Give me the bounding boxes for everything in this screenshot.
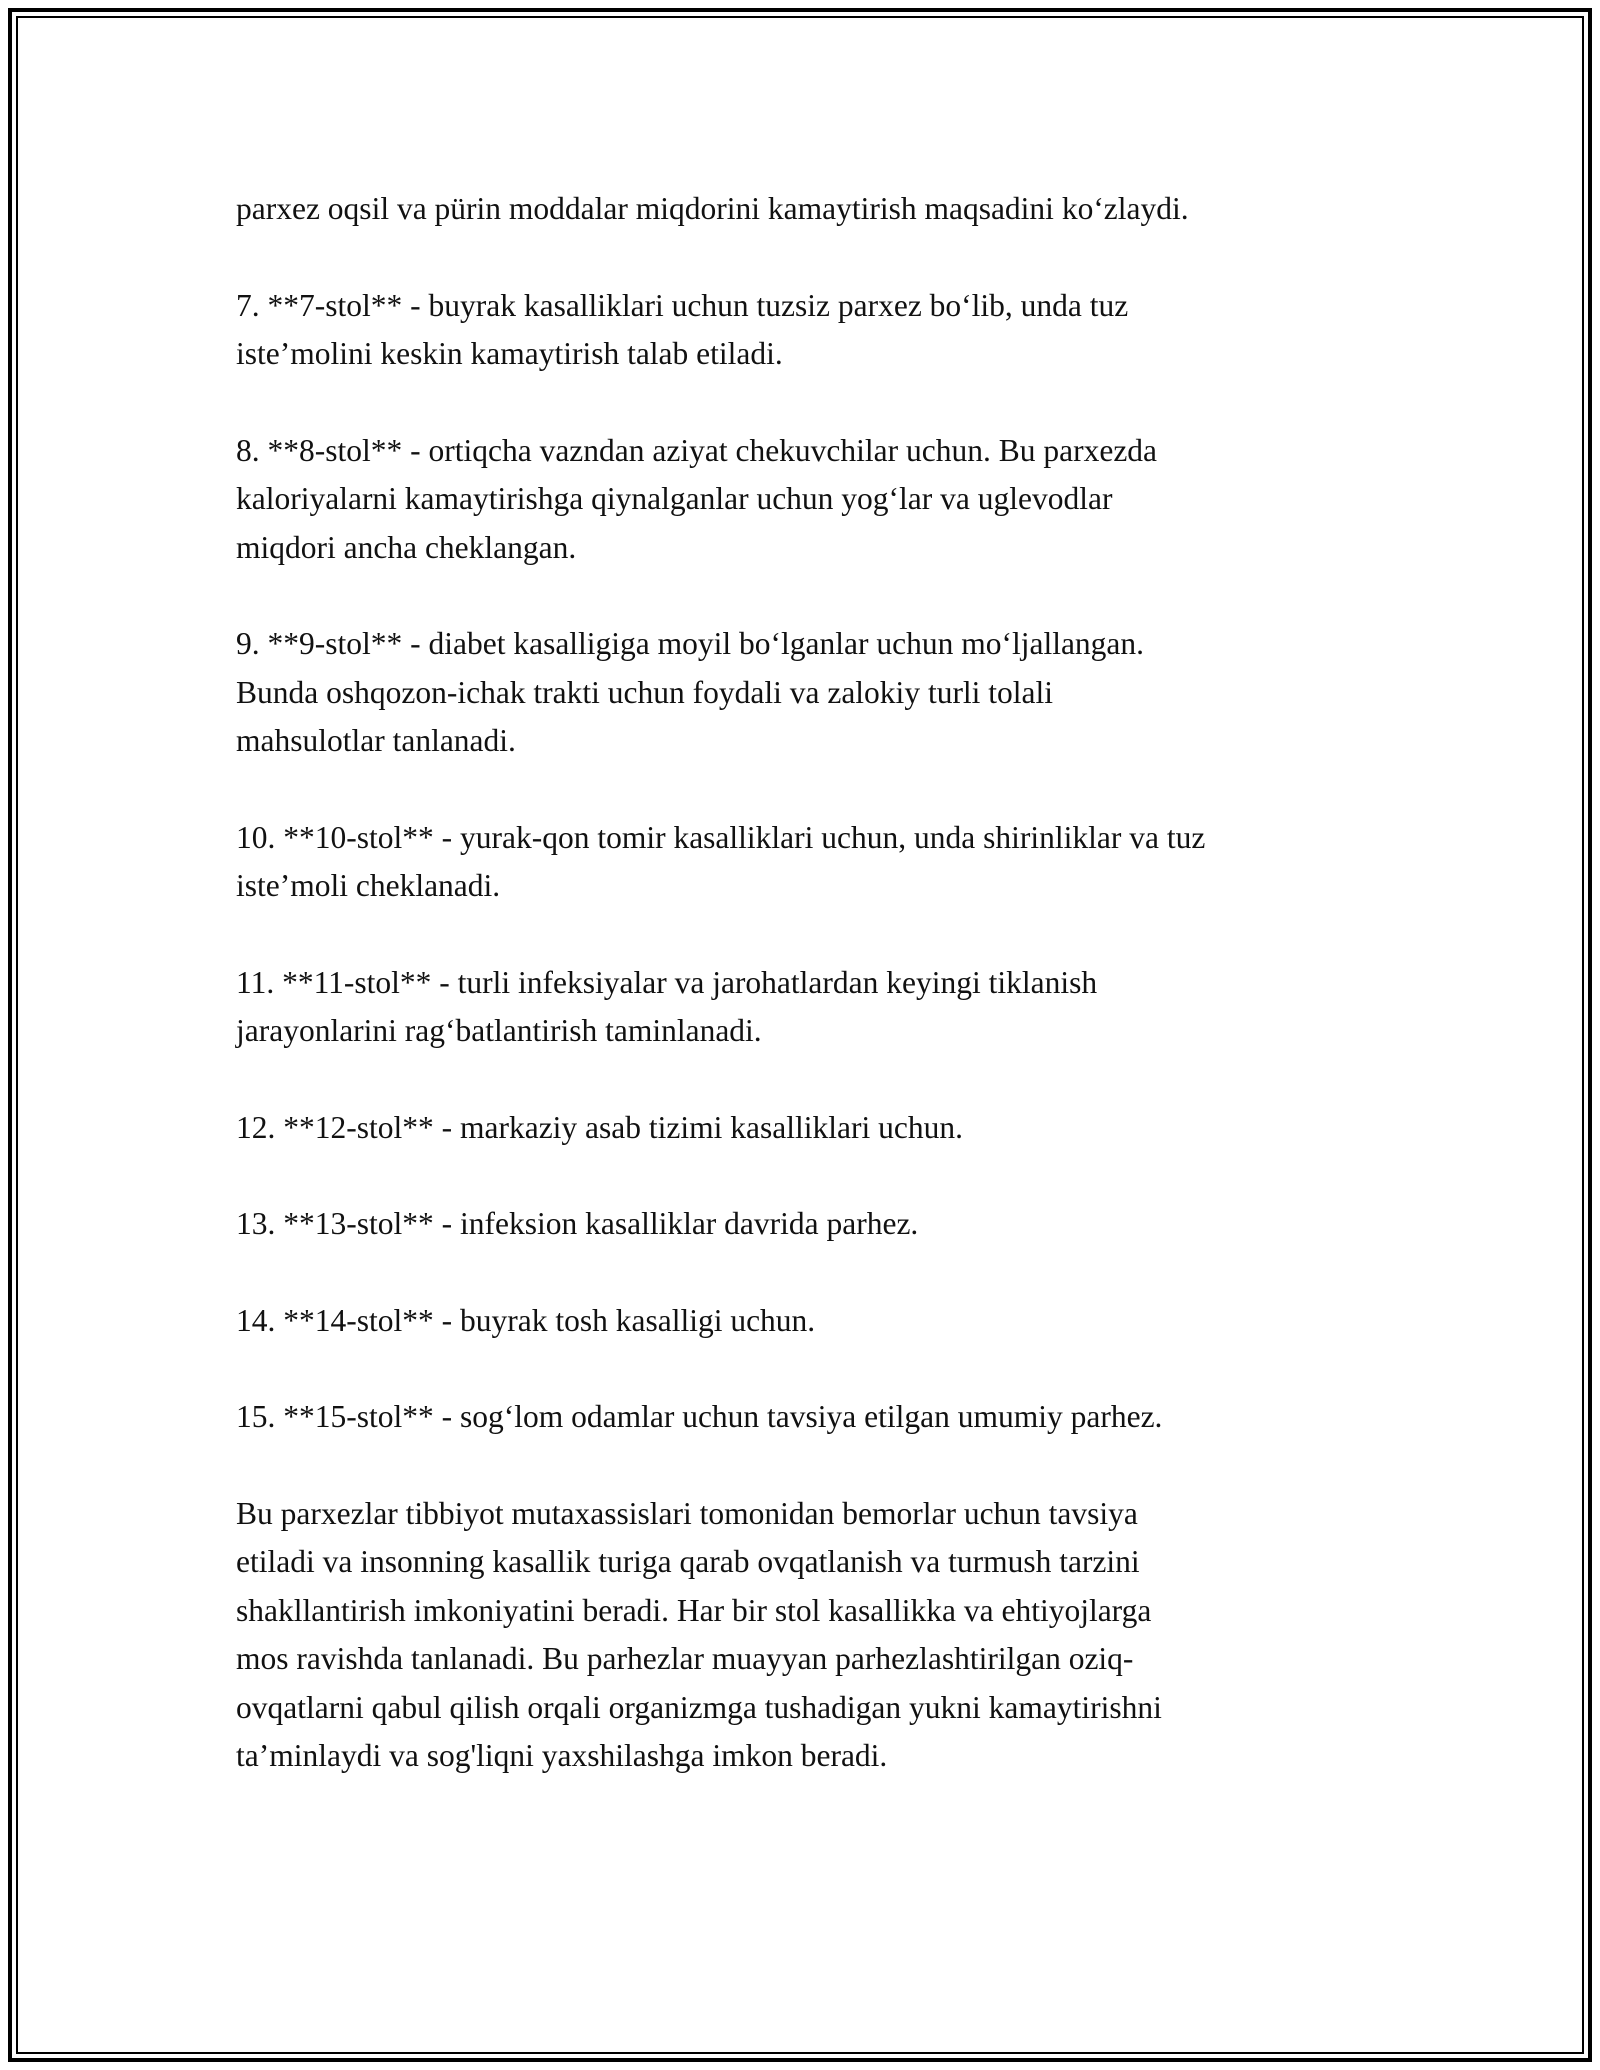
list-item-7 [236,282,1386,379]
text-line: ovqatlarni qabul qilish orqali organizmga tushadigan yukni kamaytirishni [236,1689,1162,1725]
text-line: mos ravishda tanlanadi. Bu parhezlar muayyan parhezlashtirilgan oziq- [236,1641,1134,1676]
text-line: 7. **7-stol** - buyrak kasalliklari uchun tuzsiz parxez bo‘lib, unda tuz [236,287,1129,323]
paragraph-conclusion [236,1490,1386,1781]
list-item-14 [236,1297,1386,1346]
text-line: 9. **9-stol** - diabet kasalligiga moyil bo‘lganlar uchun mo‘ljallangan. [236,626,1145,661]
text-line: parxez oqsil va pürin moddalar miqdorini kamaytirish maqsadini ko‘zlaydi. [236,191,1189,226]
list-item-12 [236,1104,1386,1153]
text-line: jarayonlarini rag‘batlantirish taminlanadi. [236,1013,762,1048]
text-line: miqdori ancha cheklangan. [236,529,577,565]
text-line: 13. **13-stol** - infeksion kasalliklar davrida parhez. [236,1206,919,1241]
list-item-9 [236,620,1386,766]
text-line: 11. **11-stol** - turli infeksiyalar va jarohatlardan keyingi tiklanish [236,964,1098,1000]
text-line: 14. **14-stol** - buyrak tosh kasalligi uchun. [236,1302,816,1338]
text-line: kaloriyalarni kamaytirishga qiynalganlar uchun yog‘lar va uglevodlar [236,481,1113,516]
text-line: iste’molini keskin kamaytirish talab etiladi. [236,336,783,371]
text-line: 12. **12-stol** - markaziy asab tizimi kasalliklari uchun. [236,1109,963,1145]
text-line: Bunda oshqozon-ichak trakti uchun foydali va zalokiy turli tolali [236,674,1054,710]
text-line: 8. **8-stol** - ortiqcha vazndan aziyat chekuvchilar uchun. Bu parxezda [236,432,1158,468]
text-line: Bu parxezlar tibbiyot mutaxassislari tomonidan bemorlar uchun tavsiya [236,1495,1138,1531]
text-line: mahsulotlar tanlanadi. [236,723,516,758]
document-body [236,185,1386,1829]
list-item-10 [236,814,1386,911]
text-line: 10. **10-stol** - yurak-qon tomir kasalliklari uchun, unda shirinliklar va tuz [236,819,1206,855]
list-item-8 [236,427,1386,573]
text-line: shakllantirish imkoniyatini beradi. Har bir stol kasallikka va ehtiyojlarga [236,1592,1152,1628]
text-line: iste’moli cheklanadi. [236,868,501,903]
list-item-13 [236,1200,1386,1249]
text-line: ta’minlaydi va sog'liqni yaxshilashga imkon beradi. [236,1738,888,1773]
list-item-11 [236,959,1386,1056]
list-item-15 [236,1393,1386,1442]
paragraph-intro [236,185,1386,234]
text-line: 15. **15-stol** - sog‘lom odamlar uchun tavsiya etilgan umumiy parhez. [236,1399,1163,1434]
text-line: etiladi va insonning kasallik turiga qarab ovqatlanish va turmush tarzini [236,1544,1140,1579]
